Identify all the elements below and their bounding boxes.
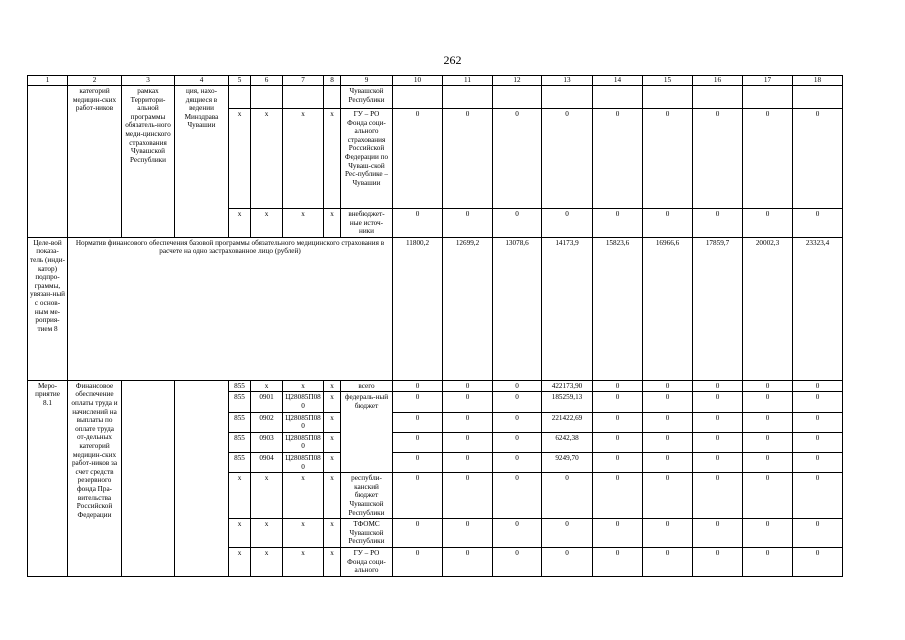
column-number: 14	[593, 76, 643, 86]
value-cell: 0	[443, 432, 493, 452]
cont-program-text: рамках Территори-альной программы обязатель-ного меди-цинского страхования Чувашской Республики	[122, 86, 175, 238]
value-cell: 0	[793, 452, 843, 472]
value-cell: 0	[493, 380, 542, 392]
target-article-code: Ц28085П080	[283, 392, 324, 412]
cont-value-cell: 0	[693, 109, 743, 209]
target-article-code: Ц28085П080	[283, 432, 324, 452]
value-cell: 221422,69	[542, 412, 593, 432]
column-number: 18	[793, 76, 843, 86]
cont-value-cell: 0	[493, 109, 542, 209]
value-cell: 0	[393, 412, 443, 432]
value-cell: 0	[793, 432, 843, 452]
value-cell: 0	[542, 473, 593, 519]
value-cell: 0	[743, 380, 793, 392]
value-cell: 0	[693, 473, 743, 519]
funding-source: республи-канский бюджет Чувашской Республики	[341, 473, 393, 519]
value-cell: 9249,70	[542, 452, 593, 472]
value-cell: 0	[443, 380, 493, 392]
value-cell: 0	[743, 432, 793, 452]
cont-value-cell: 0	[593, 209, 643, 238]
target-article-code: x	[283, 519, 324, 548]
expense-type-code: x	[324, 452, 341, 472]
cont-code-cell: x	[324, 209, 341, 238]
cont-code-cell: x	[283, 109, 324, 209]
target-article-code: Ц28085П080	[283, 412, 324, 432]
value-cell: 0	[643, 452, 693, 472]
value-cell: 0	[493, 547, 542, 576]
value-cell: 0	[393, 473, 443, 519]
value-cell: 0	[643, 547, 693, 576]
value-cell: 0	[493, 392, 542, 412]
measure-text: Финансовое обеспечение оплаты труда и начислений на выплаты по оплате труда от-дельных категорий медицин-ских работ-ников за счет средств резервного фонда Пра-вительства Российской Федерации	[68, 380, 122, 576]
column-number: 17	[743, 76, 793, 86]
value-cell: 0	[693, 412, 743, 432]
target-value: 16966,6	[643, 237, 693, 380]
value-cell: 0	[443, 412, 493, 432]
cont-value-cell: 0	[393, 109, 443, 209]
funding-source: всего	[341, 380, 393, 392]
value-cell: 0	[593, 412, 643, 432]
value-cell: 0	[393, 452, 443, 472]
column-number: 12	[493, 76, 542, 86]
value-cell: 0	[393, 432, 443, 452]
value-cell: 0	[643, 432, 693, 452]
cont-code-cell: x	[229, 209, 251, 238]
value-cell: 0	[393, 392, 443, 412]
admin-code: x	[229, 519, 251, 548]
column-number: 5	[229, 76, 251, 86]
value-cell: 0	[593, 519, 643, 548]
value-cell: 0	[793, 547, 843, 576]
value-cell: 0	[393, 380, 443, 392]
target-value: 23323,4	[793, 237, 843, 380]
value-cell: 0	[793, 519, 843, 548]
cont-value-cell: 0	[493, 209, 542, 238]
cont-value-cell: 0	[443, 109, 493, 209]
expense-type-code: x	[324, 380, 341, 392]
target-indicator-label: Целе-вой показа-тель (инди-катор) подпро-граммы, увязан-ный с основ-ным ме-роприя-тием 8	[28, 237, 68, 380]
column-number: 16	[693, 76, 743, 86]
value-cell: 0	[743, 392, 793, 412]
value-cell: 0	[693, 547, 743, 576]
value-cell: 0	[542, 547, 593, 576]
value-cell: 0	[593, 432, 643, 452]
target-indicator-text: Норматив финансового обеспечения базовой программы обязательного медицинского страхования в расчете на одно застрахованное лицо (рублей)	[68, 237, 393, 380]
value-cell: 6242,38	[542, 432, 593, 452]
column-number: 13	[542, 76, 593, 86]
value-cell: 0	[693, 380, 743, 392]
cont-code-cell: x	[229, 109, 251, 209]
column-number: 8	[324, 76, 341, 86]
admin-code: 855	[229, 432, 251, 452]
column-number: 7	[283, 76, 324, 86]
value-cell: 0	[393, 519, 443, 548]
target-article-code: Ц28085П080	[283, 452, 324, 472]
cont-col1	[28, 86, 68, 238]
value-cell: 0	[693, 392, 743, 412]
value-cell: 0	[693, 452, 743, 472]
cont-value-cell: 0	[793, 109, 843, 209]
cont-value-cell: 0	[743, 209, 793, 238]
expense-type-code: x	[324, 519, 341, 548]
target-value: 12699,2	[443, 237, 493, 380]
cont-value-cell: 0	[693, 209, 743, 238]
table-row	[28, 380, 843, 392]
value-cell: 0	[443, 392, 493, 412]
cont-executor-text: ция, нахо-дящиеся в ведении Минздрава Чувашии	[175, 86, 229, 238]
column-number: 10	[393, 76, 443, 86]
value-cell: 0	[743, 412, 793, 432]
admin-code: 855	[229, 412, 251, 432]
value-cell: 0	[593, 547, 643, 576]
cont-code-cell: x	[324, 109, 341, 209]
value-cell: 0	[693, 519, 743, 548]
value-cell: 0	[493, 519, 542, 548]
value-cell: 0	[593, 380, 643, 392]
section-code: x	[251, 519, 283, 548]
cont-code-cell: x	[251, 209, 283, 238]
cont-value-cell: 0	[793, 209, 843, 238]
target-value: 14173,9	[542, 237, 593, 380]
column-number: 6	[251, 76, 283, 86]
target-value: 20002,3	[743, 237, 793, 380]
value-cell: 0	[493, 412, 542, 432]
value-cell: 0	[493, 452, 542, 472]
cont-value-cell: 0	[743, 109, 793, 209]
table-row	[28, 86, 843, 109]
page-number: 262	[443, 53, 462, 67]
column-number: 11	[443, 76, 493, 86]
column-number: 3	[122, 76, 175, 86]
admin-code: 855	[229, 392, 251, 412]
value-cell: 0	[643, 473, 693, 519]
value-cell: 0	[393, 547, 443, 576]
column-number-row	[28, 76, 843, 86]
value-cell: 422173,90	[542, 380, 593, 392]
value-cell: 0	[693, 432, 743, 452]
funding-source: ТФОМС Чувашской Республики	[341, 519, 393, 548]
target-value: 15823,6	[593, 237, 643, 380]
value-cell: 0	[793, 392, 843, 412]
target-article-code: x	[283, 547, 324, 576]
section-code: 0904	[251, 452, 283, 472]
cont-value-cell: 0	[542, 209, 593, 238]
value-cell: 0	[743, 473, 793, 519]
value-cell: 185259,13	[542, 392, 593, 412]
measure-label: Меро-приятие 8.1	[28, 380, 68, 576]
column-number: 4	[175, 76, 229, 86]
value-cell: 0	[443, 547, 493, 576]
value-cell: 0	[593, 392, 643, 412]
cont-funding-source: Чувашской Республики	[341, 86, 393, 109]
expense-type-code: x	[324, 473, 341, 519]
cont-value-cell: 0	[643, 109, 693, 209]
value-cell: 0	[793, 412, 843, 432]
value-cell: 0	[542, 519, 593, 548]
expense-type-code: x	[324, 392, 341, 412]
target-article-code: x	[283, 473, 324, 519]
value-cell: 0	[643, 380, 693, 392]
cont-recipient-categories: категорий медицин-ских работ-ников	[68, 86, 122, 238]
admin-code: x	[229, 473, 251, 519]
expense-type-code: x	[324, 412, 341, 432]
budget-table	[27, 75, 843, 577]
value-cell: 0	[743, 547, 793, 576]
section-code: x	[251, 473, 283, 519]
value-cell: 0	[643, 392, 693, 412]
cont-value-cell: 0	[643, 209, 693, 238]
section-code: x	[251, 380, 283, 392]
cont-code-cell: x	[283, 209, 324, 238]
value-cell: 0	[643, 519, 693, 548]
value-cell: 0	[643, 412, 693, 432]
cont-code-cell: x	[251, 109, 283, 209]
funding-source: федераль-ный бюджет	[341, 392, 393, 473]
section-code: 0903	[251, 432, 283, 452]
admin-code: 855	[229, 380, 251, 392]
funding-source: ГУ – РО Фонда соци-ального	[341, 547, 393, 576]
value-cell: 0	[593, 452, 643, 472]
value-cell: 0	[443, 519, 493, 548]
expense-type-code: x	[324, 547, 341, 576]
value-cell: 0	[493, 432, 542, 452]
cont-value-cell: 0	[443, 209, 493, 238]
value-cell: 0	[593, 473, 643, 519]
value-cell: 0	[743, 519, 793, 548]
value-cell: 0	[493, 473, 542, 519]
value-cell: 0	[793, 473, 843, 519]
column-number: 15	[643, 76, 693, 86]
cont-value-cell: 0	[542, 109, 593, 209]
target-article-code: x	[283, 380, 324, 392]
column-number: 9	[341, 76, 393, 86]
cont-funding-source: ГУ – РО Фонда соци-ального страхования Российской Федерации по Чуваш-ской Рес-публике – Чувашии	[341, 109, 393, 209]
value-cell: 0	[443, 473, 493, 519]
column-number: 1	[28, 76, 68, 86]
cont-value-cell: 0	[593, 109, 643, 209]
cont-funding-source: внебюджет-ные источ-ники	[341, 209, 393, 238]
target-value: 17859,7	[693, 237, 743, 380]
target-value: 11800,2	[393, 237, 443, 380]
section-code: 0902	[251, 412, 283, 432]
section-code: 0901	[251, 392, 283, 412]
value-cell: 0	[443, 452, 493, 472]
expense-type-code: x	[324, 432, 341, 452]
target-value: 13078,6	[493, 237, 542, 380]
admin-code: 855	[229, 452, 251, 472]
table-row	[28, 237, 843, 380]
admin-code: x	[229, 547, 251, 576]
section-code: x	[251, 547, 283, 576]
value-cell: 0	[793, 380, 843, 392]
cont-value-cell: 0	[393, 209, 443, 238]
value-cell: 0	[743, 452, 793, 472]
column-number: 2	[68, 76, 122, 86]
